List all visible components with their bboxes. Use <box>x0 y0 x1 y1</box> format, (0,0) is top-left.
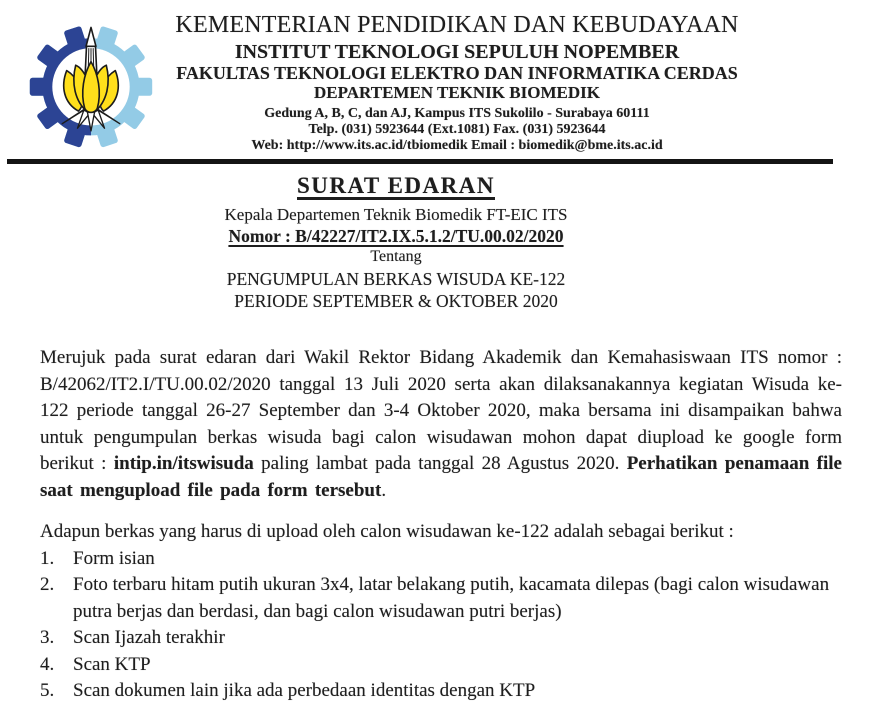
issuer-line: Kepala Departemen Teknik Biomedik FT-EIC ITS <box>224 204 568 224</box>
list-item-number: 2. <box>40 574 55 596</box>
department-name: DEPARTEMEN TEKNIK BIOMEDIK <box>314 83 600 103</box>
list-item-text: Scan KTP <box>73 653 151 675</box>
address-line: Gedung A, B, C, dan AJ, Kampus ITS Sukolilo - Surabaya 60111 <box>264 106 650 122</box>
opening-paragraph <box>40 345 842 504</box>
web-email-line: Web: http://www.its.ac.id/tbiomedik Email : biomedik@bme.its.ac.id <box>251 137 663 153</box>
file-naming-warning: Perhatikan penamaan file saat mengupload file pada form tersebut <box>40 453 842 501</box>
list-item-text: Foto terbaru hitam putih ukuran 3x4, latar belakang putih, kacamata dilepas (bagi calon wisudawan putra berjas dan berdasi, dan bagi calon wisudawan putri berjas) <box>73 574 830 622</box>
phone-line: Telp. (031) 5923644 (Ext.1081) Fax. (031) 5923644 <box>308 122 606 138</box>
subject-line-1: PENGUMPULAN BERKAS WISUDA KE-122 <box>226 268 566 289</box>
list-item-number: 5. <box>40 680 55 702</box>
list-item <box>40 652 842 679</box>
letterhead <box>0 0 872 153</box>
list-item-number: 4. <box>40 653 55 675</box>
institute-name: INSTITUT TEKNOLOGI SEPULUH NOPEMBER <box>234 40 680 63</box>
its-logo <box>28 12 158 153</box>
faculty-name: FAKULTAS TEKNOLOGI ELEKTRO DAN INFORMATIKA CERDAS <box>176 63 738 84</box>
paragraph-part-2: paling lambat pada tanggal 28 Agustus 2020. <box>253 453 627 475</box>
letter-number: Nomor : B/42227/IT2.IX.5.1.2/TU.00.02/2020 <box>228 226 564 247</box>
upload-url: intip.in/itswisuda <box>113 453 254 475</box>
paragraph-part-3: . <box>381 479 387 501</box>
letterhead-text <box>158 12 848 153</box>
paragraph-part-1: Merujuk pada surat edaran dari Wakil Rektor Bidang Akademik dan Kemahasiswaan ITS nomor : B/42062/IT2.I/TU.00.02/2020 tanggal 13 Juli 2020 serta akan dilaksanakannya kegiatan Wisuda ke-122 periode tanggal 26-27 September dan 3-4 Oktober 2020, maka bersama ini disampaikan bahwa untuk pengumpulan berkas wisuda bagi calon wisudawan mohon dapat diupload ke google form berikut : <box>40 347 842 475</box>
letter-title: SURAT EDARAN <box>297 173 495 199</box>
list-intro: Adapun berkas yang harus di upload oleh calon wisudawan ke-122 adalah sebagai berikut : <box>40 521 734 543</box>
subject-line-2: PERIODE SEPTEMBER & OKTOBER 2020 <box>234 291 558 311</box>
about-label: Tentang <box>370 248 422 266</box>
its-logo-svg <box>28 22 154 148</box>
letterhead-divider <box>7 159 833 164</box>
list-item <box>40 625 842 652</box>
list-item-number: 1. <box>40 547 55 569</box>
letter-body <box>0 345 872 705</box>
required-documents-list <box>40 546 842 705</box>
title-block <box>0 171 872 312</box>
list-item-text: Scan dokumen lain jika ada perbedaan identitas dengan KTP <box>73 680 536 702</box>
list-item <box>40 572 842 625</box>
list-item-text: Scan Ijazah terakhir <box>73 627 225 649</box>
list-item-text: Form isian <box>73 547 155 569</box>
list-item <box>40 546 842 573</box>
list-item-number: 3. <box>40 627 55 649</box>
ministry-name: KEMENTERIAN PENDIDIKAN DAN KEBUDAYAAN <box>175 12 739 38</box>
list-item <box>40 678 842 705</box>
